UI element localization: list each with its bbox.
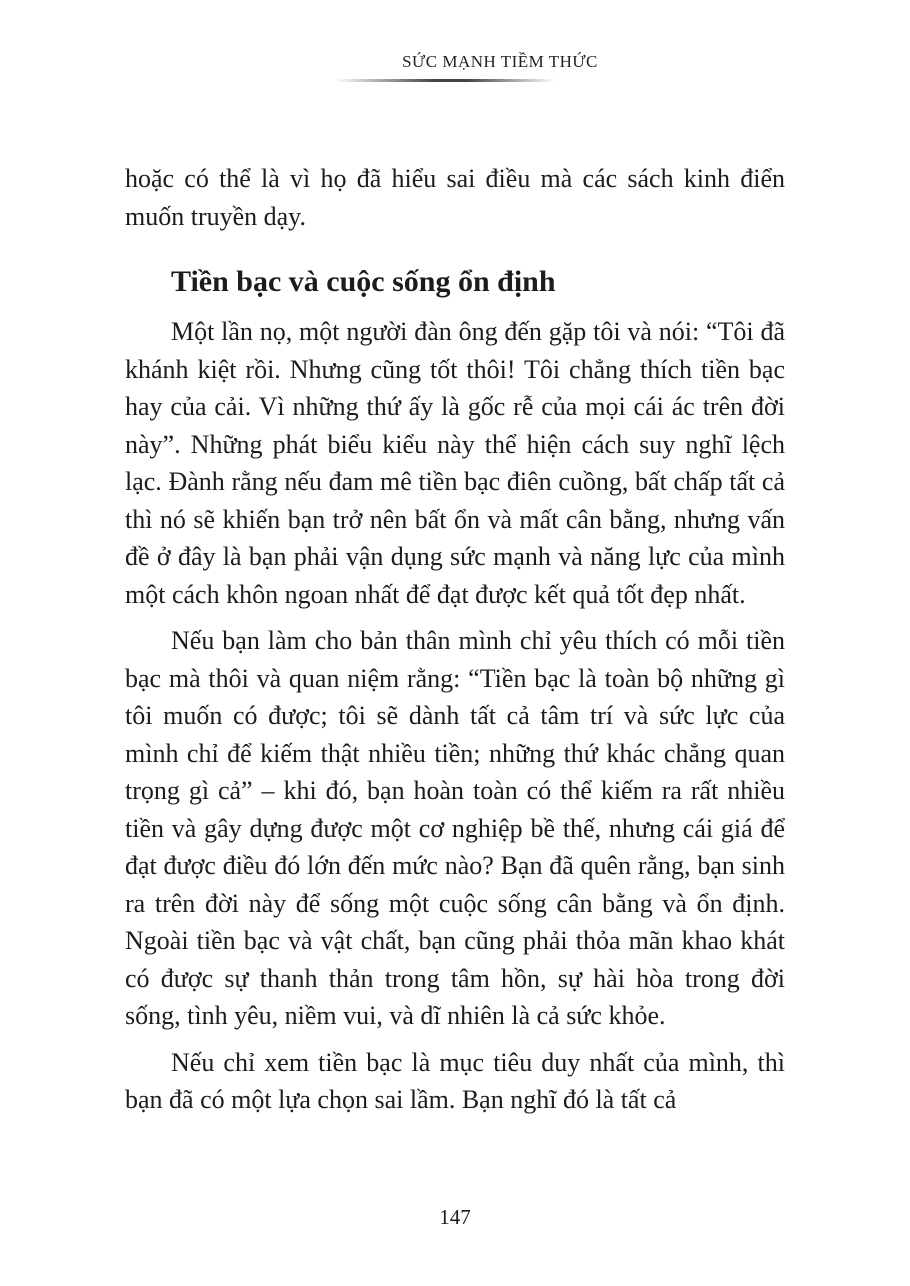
paragraph-2: Nếu bạn làm cho bản thân mình chỉ yêu thích có mỗi tiền bạc mà thôi và quan niệm rằng: “Tiền bạc là toàn bộ những gì tôi muốn có được; tôi sẽ dành tất cả tâm trí và sức lực của mình chỉ để kiếm thật nhiều tiền; những thứ khác chẳng quan trọng gì cả” – khi đó, bạn hoàn toàn có thể kiếm ra rất nhiều tiền và gây dựng được một cơ nghiệp bề thế, nhưng cái giá để đạt được điều đó lớn đến mức nào? Bạn đã quên rằng, bạn sinh ra trên đời này để sống một cuộc sống cân bằng và ổn định. Ngoài tiền bạc và vật chất, bạn cũng phải thỏa mãn khao khát có được sự thanh thản trong tâm hồn, sự hài hòa trong đời sống, tình yêu, niềm vui, và dĩ nhiên là cả sức khỏe. xyxy=(125,626,785,1030)
paragraph-1: Một lần nọ, một người đàn ông đến gặp tôi và nói: “Tôi đã khánh kiệt rồi. Nhưng cũng tốt thôi! Tôi chẳng thích tiền bạc hay của cải. Vì những thứ ấy là gốc rễ của mọi cái ác trên đời này”. Những phát biểu kiểu này thể hiện cách suy nghĩ lệch lạc. Đành rằng nếu đam mê tiền bạc điên cuồng, bất chấp tất cả thì nó sẽ khiến bạn trở nên bất ổn và mất cân bằng, nhưng vấn đề ở đây là bạn phải vận dụng sức mạnh và năng lực của mình một cách khôn ngoan nhất để đạt được kết quả tốt đẹp nhất. xyxy=(125,317,785,609)
page-body xyxy=(125,160,785,1119)
header-rule xyxy=(335,79,555,82)
section-heading: Tiền bạc và cuộc sống ổn định xyxy=(171,265,556,298)
running-title: SỨC MẠNH TIỀM THỨC xyxy=(402,52,598,71)
page-number: 147 xyxy=(439,1205,471,1229)
continued-paragraph: hoặc có thể là vì họ đã hiểu sai điều mà các sách kinh điển muốn truyền dạy. xyxy=(125,164,785,231)
paragraph-3: Nếu chỉ xem tiền bạc là mục tiêu duy nhất của mình, thì bạn đã có một lựa chọn sai lầm. Bạn nghĩ đó là tất cả xyxy=(125,1047,785,1114)
running-header xyxy=(0,52,910,72)
